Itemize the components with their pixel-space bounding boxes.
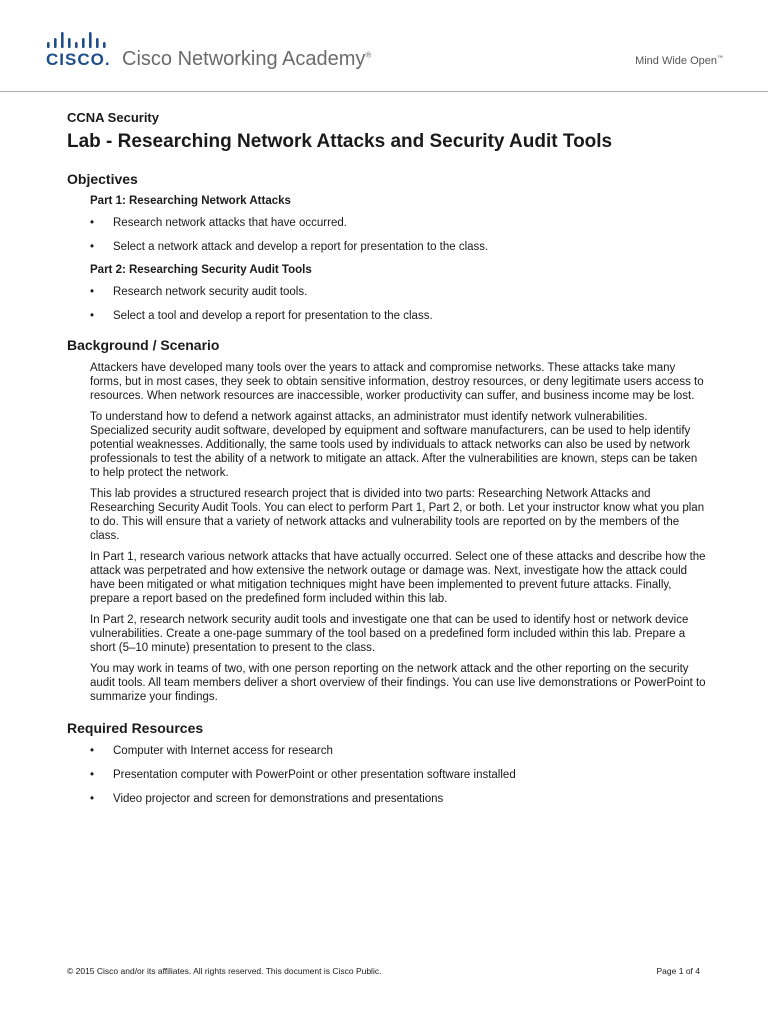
list-item-text: Research network attacks that have occurred. <box>113 217 347 229</box>
list-item-text: Presentation computer with PowerPoint or other presentation software installed <box>113 769 516 781</box>
page-title: Lab - Researching Network Attacks and Security Audit Tools <box>67 131 613 152</box>
part2-list <box>90 285 707 323</box>
list-item <box>90 792 707 806</box>
bullet-glyph: • <box>90 217 95 229</box>
background-paragraph: To understand how to defend a network against attacks, an administrator must identify network vulnerabilities. Specialized security audit software, developed by equipment and software manufacturers, can be used to help identify potential weaknesses. Additionally, the same tools used by individuals to attack networks can also be used by network professionals to test the ability of a network to mitigate an attack. After the vulnerabilities are known, steps can be taken to help protect the network. <box>90 411 698 479</box>
objectives-section <box>90 195 707 323</box>
bullet-glyph: • <box>90 286 95 298</box>
academy-name-text: Cisco Networking Academy <box>122 48 366 70</box>
bullet-glyph: • <box>90 745 95 757</box>
list-item <box>90 240 707 254</box>
list-item-text: Research network security audit tools. <box>113 286 308 298</box>
part1-heading: Part 1: Researching Network Attacks <box>90 195 291 207</box>
list-item-text: Video projector and screen for demonstrations and presentations <box>113 793 444 805</box>
tagline-text: Mind Wide Open <box>635 55 717 67</box>
background-paragraph: This lab provides a structured research project that is divided into two parts: Researching Network Attacks and Researching Security Audit Tools. You can elect to perform Part 1, Part 2, or both. Let your instructor know what you plan to do. This will ensure that a variety of network attacks and vulnerability tools are reported on by the members of the class. <box>90 488 705 542</box>
bullet-glyph: • <box>90 241 95 253</box>
objectives-heading: Objectives <box>67 171 138 187</box>
part2-heading: Part 2: Researching Security Audit Tools <box>90 264 312 276</box>
background-paragraph: In Part 1, research various network attacks that have actually occurred. Select one of these attacks and describe how the attack was perpetrated and how extensive the network outage or damage was. Next, investigate how the attack could have been mitigated or what mitigation techniques might have been implemented to prevent future attacks. Finally, prepare a report based on the predefined form included within this lab. <box>90 551 706 605</box>
bullet-glyph: • <box>90 310 95 322</box>
copyright-notice: © 2015 Cisco and/or its affiliates. All rights reserved. This document is Cisco Public. <box>67 966 382 976</box>
part1-list <box>90 216 707 254</box>
registered-mark: ® <box>365 50 372 60</box>
page-header <box>0 0 768 92</box>
background-paragraph: You may work in teams of two, with one person reporting on the network attack and the other reporting on the security audit tools. All team members deliver a short overview of their findings. You can use live demonstrations or PowerPoint to summarize your findings. <box>90 663 706 703</box>
bullet-glyph: • <box>90 793 95 805</box>
resources-section <box>90 744 707 806</box>
page-footer <box>67 966 700 976</box>
bullet-glyph: • <box>90 769 95 781</box>
background-heading: Background / Scenario <box>67 337 220 353</box>
cisco-wordmark: CISCO. <box>46 50 111 69</box>
document-body <box>67 110 707 816</box>
list-item-text: Select a tool and develop a report for presentation to the class. <box>113 310 433 322</box>
resources-heading: Required Resources <box>67 720 204 736</box>
background-paragraph: In Part 2, research network security audit tools and investigate one that can be used to identify host or network device vulnerabilities. Create a one-page summary of the tool based on a predefined form included within this lab. Prepare a short (5–10 minute) presentation to present to the class. <box>90 614 689 654</box>
trademark-mark: ™ <box>717 55 723 62</box>
list-item-text: Computer with Internet access for research <box>113 745 333 757</box>
list-item <box>90 285 707 299</box>
page-number: Page 1 of 4 <box>656 966 700 976</box>
list-item <box>90 768 707 782</box>
cisco-bridge-logo-icon <box>47 32 115 50</box>
list-item <box>90 216 707 230</box>
list-item <box>90 309 707 323</box>
background-paragraph: Attackers have developed many tools over the years to attack and compromise networks. These attacks take many forms, but in most cases, they seek to obtain sensitive information, destroy resources, or deny legitimate users access to resources. When network resources are inaccessible, worker productivity can suffer, and business income may be lost. <box>90 362 704 402</box>
resources-list <box>90 744 707 806</box>
list-item <box>90 744 707 758</box>
course-name: CCNA Security <box>67 110 159 125</box>
tagline <box>635 55 723 67</box>
background-section <box>90 361 707 704</box>
list-item-text: Select a network attack and develop a report for presentation to the class. <box>113 241 489 253</box>
academy-name <box>122 48 371 71</box>
header-divider <box>0 91 768 92</box>
